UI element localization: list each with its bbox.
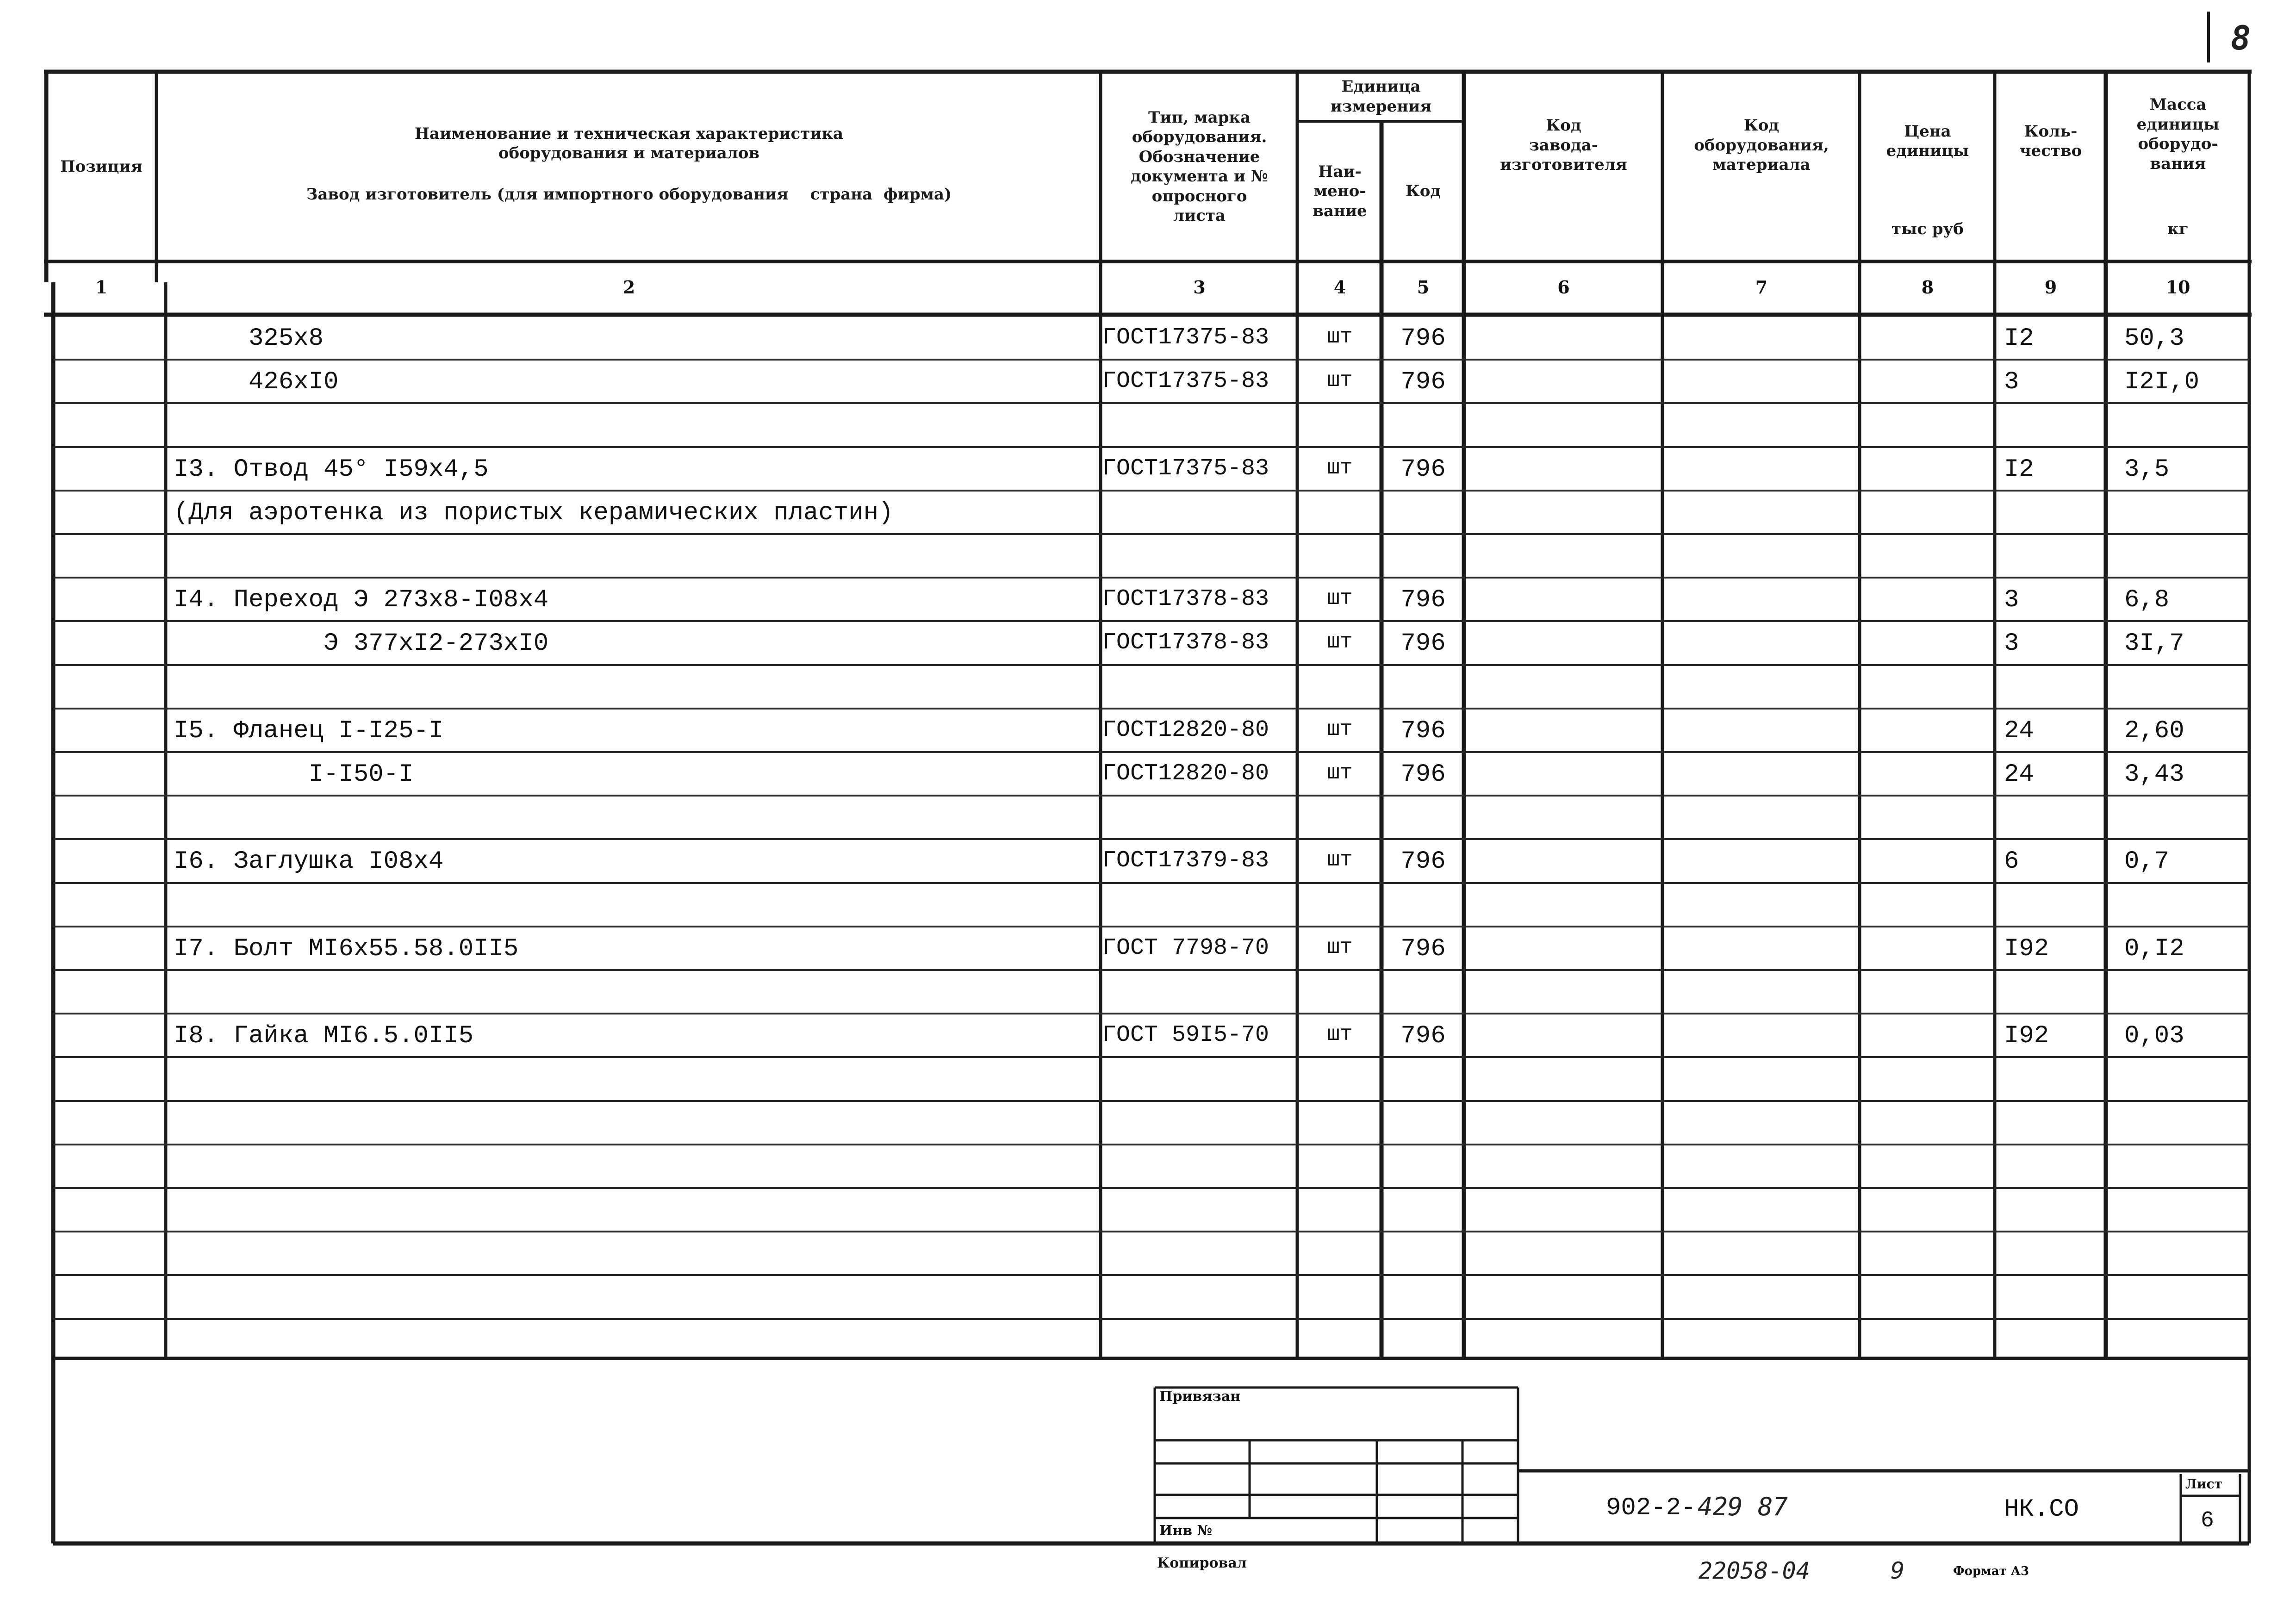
quantity: I2 [2004,324,2034,353]
column-number-3: 3 [1193,277,1206,298]
column-number-9: 9 [2044,277,2057,298]
document-ref: ГОСТ17379-83 [1102,847,1269,874]
document-designation-handwritten: 429 87 [1698,1492,1788,1521]
unit-code: 796 [1400,368,1446,396]
unit-name: шт [1327,717,1353,741]
unit-name: шт [1327,848,1353,872]
header-mass-unit: кг [2167,219,2189,238]
item-name: Э 377хI2-273хI0 [174,629,549,658]
document-ref: ГОСТ17375-83 [1102,368,1269,394]
document-ref: ГОСТ17375-83 [1102,324,1269,351]
unit-mass: 0,7 [2124,847,2170,876]
item-name: I4. Переход Э 273х8-I08х4 [174,586,549,614]
quantity: 24 [2004,760,2034,789]
column-number-2: 2 [622,277,635,298]
column-number-1: 1 [95,277,108,298]
column-number-6: 6 [1557,277,1570,298]
paper-format: Формат А3 [1953,1564,2029,1578]
item-name: 426хI0 [174,368,339,396]
unit-code: 796 [1400,324,1446,353]
unit-name: шт [1327,325,1353,349]
header-unit-code: Код [1405,182,1441,201]
item-name: I8. Гайка МI6.5.0II5 [174,1022,474,1050]
header-price-unit: тыс руб [1892,219,1964,238]
unit-mass: I2I,0 [2124,368,2200,396]
document-ref: ГОСТ17378-83 [1102,629,1269,656]
item-name: I7. Болт МI6х55.58.0II5 [174,935,519,963]
unit-code: 796 [1400,935,1446,963]
item-name: I5. Фланец I-I25-I [174,717,444,745]
unit-code: 796 [1400,717,1446,745]
document-ref: ГОСТ12820-80 [1102,717,1269,743]
header-unit-name: Наи- мено- вание [1313,162,1367,220]
unit-name: шт [1327,586,1353,610]
column-number-5: 5 [1417,277,1430,298]
quantity: 3 [2004,368,2019,396]
unit-name: шт [1327,630,1353,654]
header-plant-code: Код завода- изготовителя [1500,116,1627,174]
unit-name: шт [1327,368,1353,392]
unit-name: шт [1327,761,1353,785]
unit-code: 796 [1400,847,1446,876]
unit-name: шт [1327,456,1353,480]
unit-code: 796 [1400,760,1446,789]
header-manufacturer: Завод изготовитель (для импортного оборудования страна фирма) [306,185,952,204]
title-block-inventory: Инв № [1159,1523,1213,1539]
unit-name: шт [1327,935,1353,959]
unit-mass: 3I,7 [2124,629,2184,658]
quantity: I92 [2004,935,2049,963]
item-name: I6. Заглушка I08х4 [174,847,444,876]
document-ref: ГОСТ17375-83 [1102,455,1269,482]
item-name: I3. Отвод 45° I59х4,5 [174,455,489,484]
header-position: Позиция [60,157,143,176]
column-number-10: 10 [2165,277,2190,298]
header-type: Тип, марка оборудования. Обозначение документа и № опросного листа [1131,108,1268,225]
unit-code: 796 [1400,629,1446,658]
document-ref: ГОСТ 59I5-70 [1102,1022,1269,1048]
column-number-7: 7 [1755,277,1768,298]
quantity: 3 [2004,629,2019,658]
column-number-4: 4 [1333,277,1346,298]
unit-name: шт [1327,1022,1353,1046]
item-name: I-I50-I [174,760,414,789]
document-ref: ГОСТ17378-83 [1102,586,1269,612]
quantity: 3 [2004,586,2019,614]
archive-number: 22058-04 [1699,1557,1810,1584]
sheet-number: 6 [2201,1508,2214,1533]
document-designation: 902-2- [1606,1494,1696,1522]
page-number: 8 [2231,19,2251,57]
quantity: 6 [2004,847,2019,876]
document-ref: ГОСТ12820-80 [1102,760,1269,787]
header-name: Наименование и техническая характеристика оборудования и материалов [414,124,844,162]
header-mass: Масса единицы оборудо- вания [2136,95,2220,173]
item-name: (Для аэротенка из пористых керамических пластин) [174,499,894,527]
copied-by-label: Копировал [1157,1555,1247,1571]
column-number-8: 8 [1921,277,1934,298]
unit-mass: 0,I2 [2124,935,2184,963]
unit-code: 796 [1400,586,1446,614]
unit-mass: 3,5 [2124,455,2170,484]
archive-page: 9 [1891,1557,1905,1584]
header-price: Цена единицы [1886,122,1969,160]
unit-mass: 3,43 [2124,760,2184,789]
unit-code: 796 [1400,1022,1446,1050]
header-equipment-code: Код оборудования, материала [1694,116,1829,174]
quantity: 24 [2004,717,2034,745]
sheet-label: Лист [2185,1476,2222,1492]
document-ref: ГОСТ 7798-70 [1102,935,1269,961]
document-mark: НК.СО [2004,1495,2079,1524]
unit-mass: 50,3 [2124,324,2184,353]
header-unit-group: Единица измерения [1330,77,1432,116]
header-quantity: Коль- чество [2019,122,2082,160]
unit-code: 796 [1400,455,1446,484]
quantity: I2 [2004,455,2034,484]
title-block-privyazan: Привязан [1159,1388,1241,1405]
unit-mass: 6,8 [2124,586,2170,614]
item-name: 325х8 [174,324,324,353]
quantity: I92 [2004,1022,2049,1050]
unit-mass: 0,03 [2124,1022,2184,1050]
unit-mass: 2,60 [2124,717,2184,745]
